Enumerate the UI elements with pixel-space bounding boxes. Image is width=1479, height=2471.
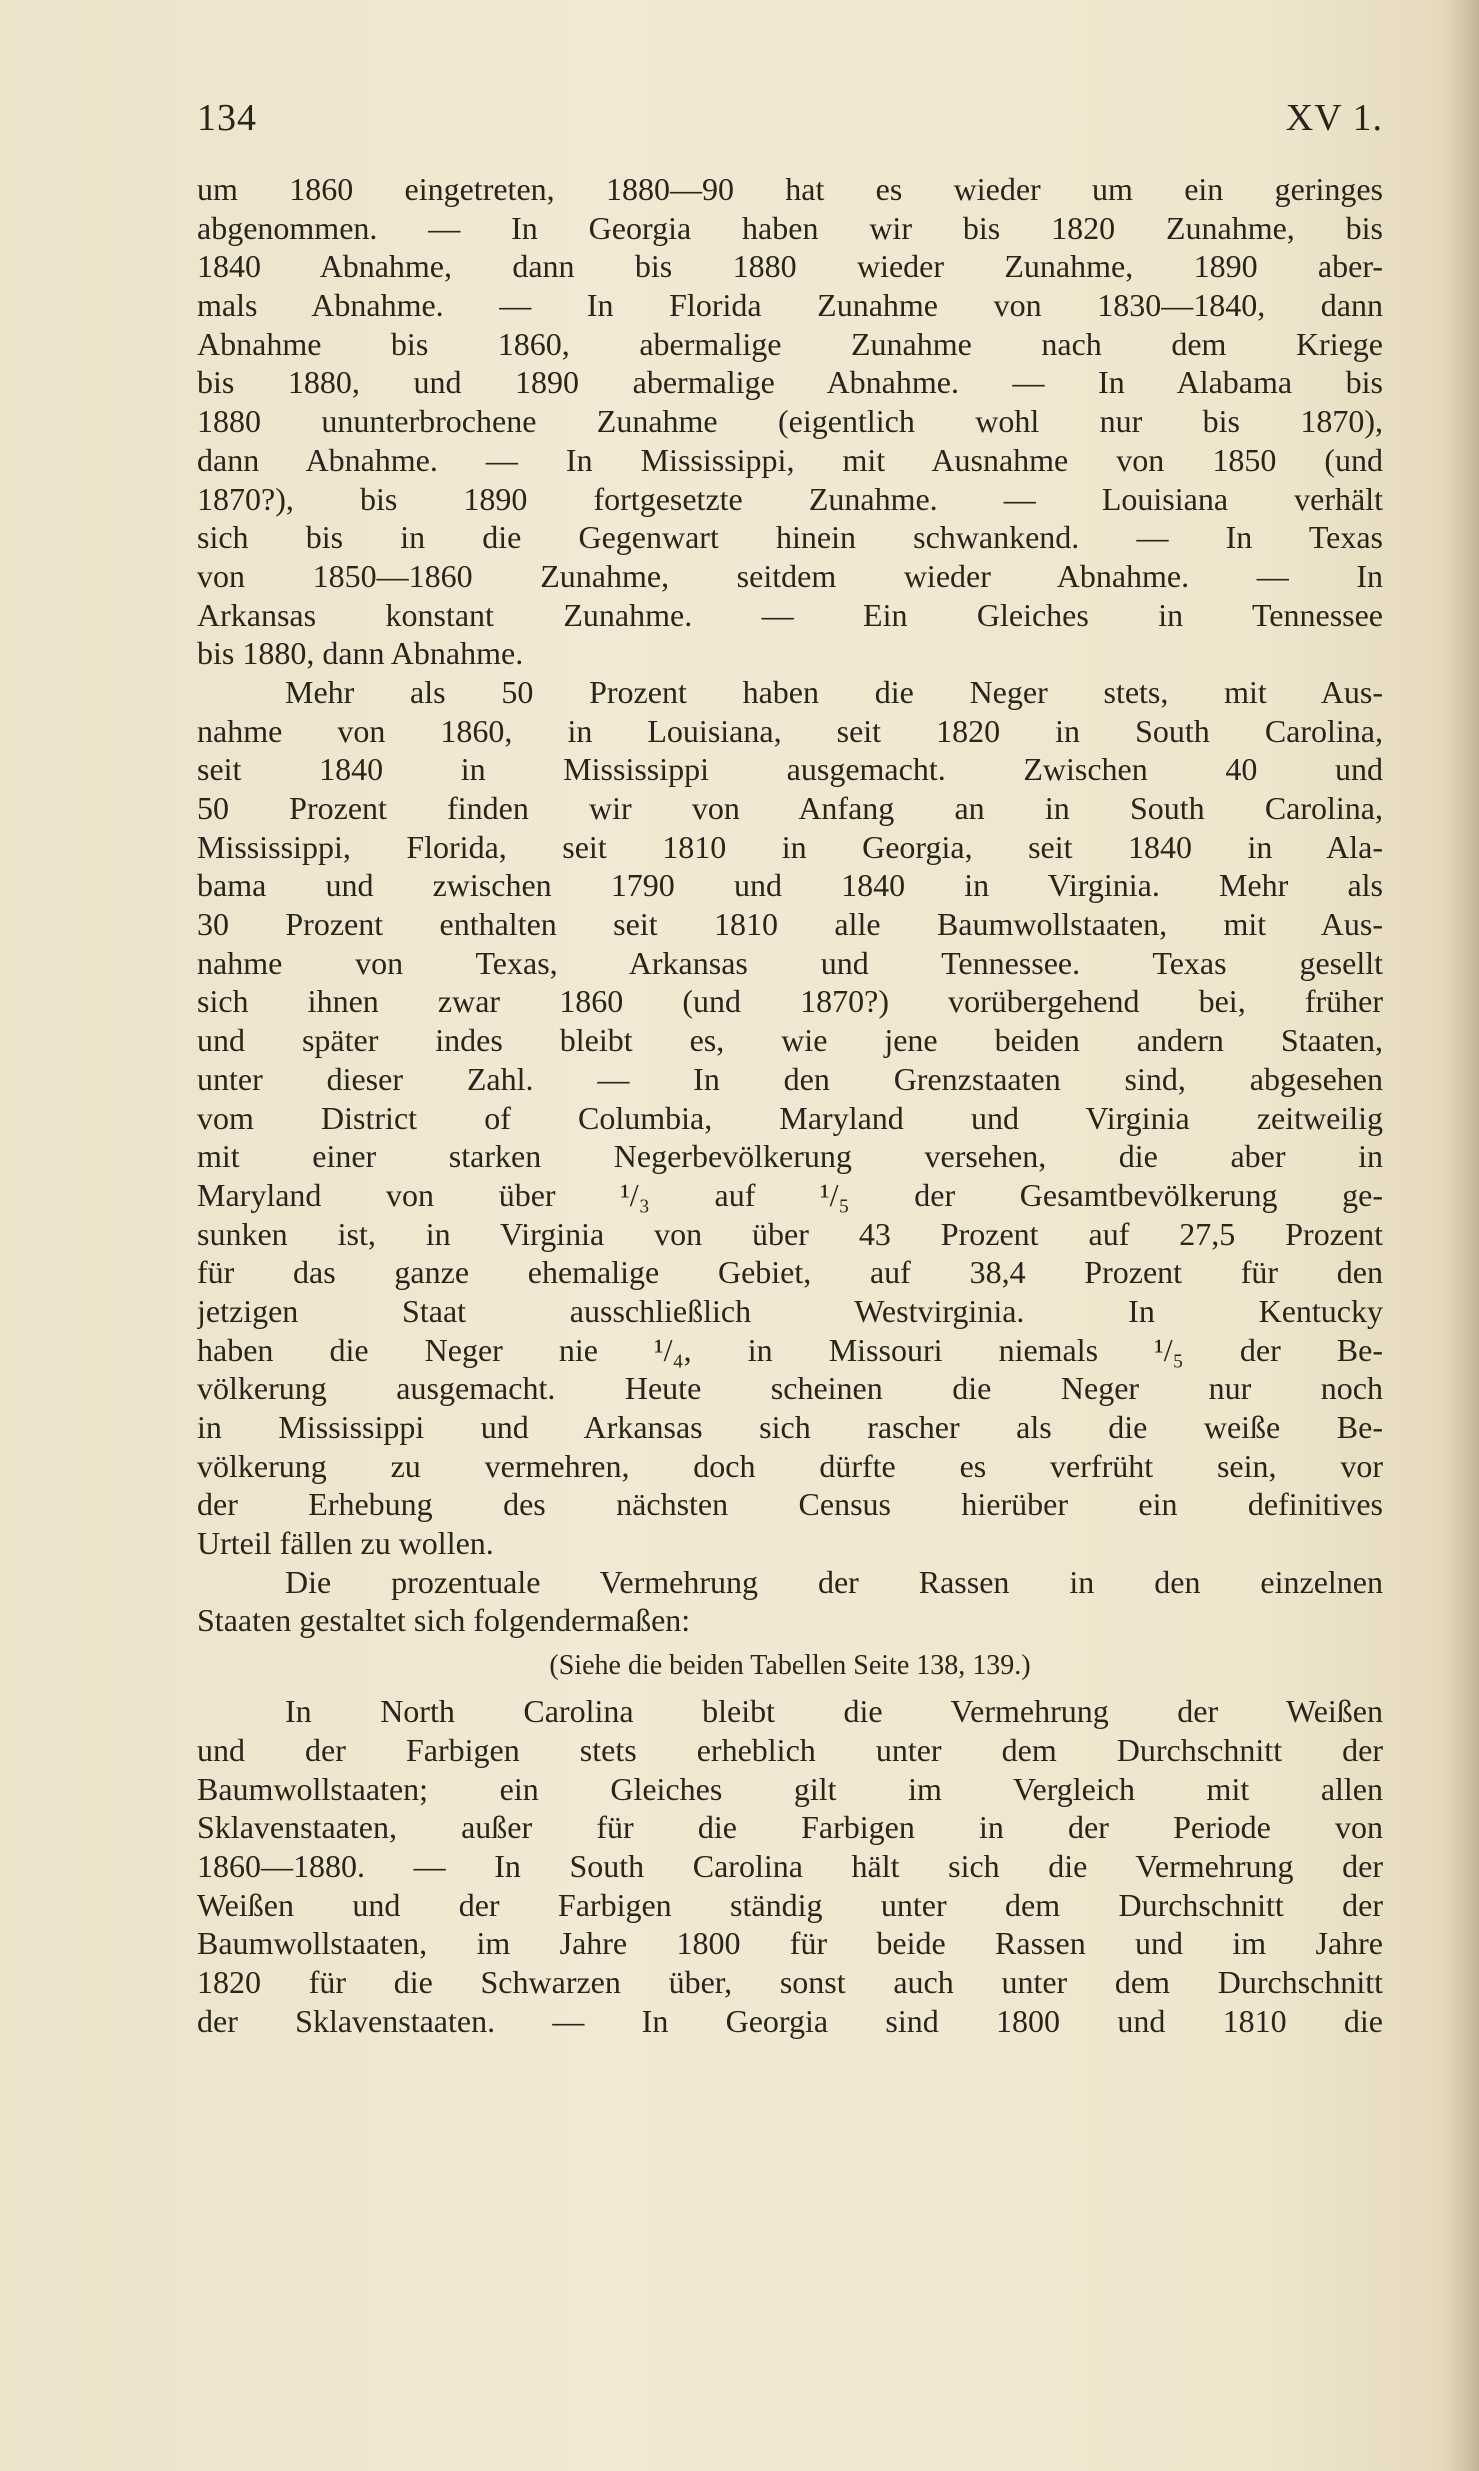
text-line: nahme von Texas, Arkansas und Tennessee. Texas gesellt xyxy=(197,944,1383,981)
text-line: In North Carolina bleibt die Vermehrung der Weißen xyxy=(285,1693,1383,1730)
text-line: Mehr als 50 Prozent haben die Neger stets, mit Aus- xyxy=(285,673,1383,710)
text-line: Weißen und der Farbigen ständig unter dem Durchschnitt der xyxy=(197,1886,1383,1923)
text-line: haben die Neger nie ¹/₄, in Missouri niemals ¹/₅ der Be- xyxy=(197,1331,1383,1368)
text-line: vom District of Columbia, Maryland und Virginia zeitweilig xyxy=(197,1099,1383,1136)
text-line: 1820 für die Schwarzen über, sonst auch unter dem Durchschnitt xyxy=(197,1963,1383,2000)
text-line: um 1860 eingetreten, 1880—90 hat es wieder um ein geringes xyxy=(197,171,1383,207)
text-line: bama und zwischen 1790 und 1840 in Virginia. Mehr als xyxy=(197,867,1383,904)
text-line: 30 Prozent enthalten seit 1810 alle Baumwollstaaten, mit Aus- xyxy=(197,906,1383,943)
text-line: und später indes bleibt es, wie jene beiden andern Staaten, xyxy=(197,1022,1383,1059)
text-line: bis 1880, dann Abnahme. xyxy=(197,635,524,672)
text-line: der Erhebung des nächsten Census hierüber ein definitives xyxy=(197,1486,1383,1523)
text-line: in Mississippi und Arkansas sich rascher als die weiße Be- xyxy=(197,1409,1383,1445)
text-line: Arkansas konstant Zunahme. — Ein Gleiches in Tennessee xyxy=(197,596,1383,633)
text-line: völkerung zu vermehren, doch dürfte es verfrüht sein, vor xyxy=(197,1447,1383,1484)
page-number: 134 xyxy=(197,97,257,139)
section-signature: XV 1. xyxy=(1285,97,1383,139)
text-line: Abnahme bis 1860, abermalige Zunahme nach dem Kriege xyxy=(197,325,1383,362)
text-line: Mississippi, Florida, seit 1810 in Georgia, seit 1840 in Ala- xyxy=(197,828,1383,865)
text-line: mit einer starken Negerbevölkerung versehen, die aber in xyxy=(197,1138,1383,1175)
text-line: sich bis in die Gegenwart hinein schwankend. — In Texas xyxy=(197,519,1383,556)
text-line: 1880 ununterbrochene Zunahme (eigentlich wohl nur bis 1870), xyxy=(197,403,1383,440)
text-line: sich ihnen zwar 1860 (und 1870?) vorübergehend bei, früher xyxy=(197,983,1383,1020)
text-line: und der Farbigen stets erheblich unter dem Durchschnitt der xyxy=(197,1731,1383,1768)
text-line: sunken ist, in Virginia von über 43 Prozent auf 27,5 Prozent xyxy=(197,1215,1383,1252)
text-line: 1860—1880. — In South Carolina hält sich die Vermehrung der xyxy=(197,1847,1383,1884)
text-line: 50 Prozent finden wir von Anfang an in South Carolina, xyxy=(197,790,1383,826)
text-line: nahme von 1860, in Louisiana, seit 1820 in South Carolina, xyxy=(197,712,1383,749)
text-line: bis 1880, und 1890 abermalige Abnahme. — In Alabama bis xyxy=(197,364,1383,401)
text-line: mals Abnahme. — In Florida Zunahme von 1830—1840, dann xyxy=(197,287,1383,324)
text-line: völkerung ausgemacht. Heute scheinen die Neger nur noch xyxy=(197,1370,1383,1407)
text-line: der Sklavenstaaten. — In Georgia sind 1800 und 1810 die xyxy=(197,2002,1383,2039)
text-line: unter dieser Zahl. — In den Grenzstaaten sind, abgesehen xyxy=(197,1060,1383,1097)
text-line: von 1850—1860 Zunahme, seitdem wieder Abnahme. — In xyxy=(197,557,1383,594)
text-line: abgenommen. — In Georgia haben wir bis 1820 Zunahme, bis xyxy=(197,209,1383,246)
page-edge xyxy=(1451,0,1479,2471)
text-line: Urteil fällen zu wollen. xyxy=(197,1525,494,1562)
text-line: Staaten gestaltet sich folgendermaßen: xyxy=(197,1602,691,1639)
running-header xyxy=(197,96,1383,146)
text-line: Maryland von über ¹/₃ auf ¹/₅ der Gesamtbevölkerung ge- xyxy=(197,1176,1383,1213)
text-line: 1870?), bis 1890 fortgesetzte Zunahme. — Louisiana verhält xyxy=(197,480,1383,517)
text-line: 1840 Abnahme, dann bis 1880 wieder Zunahme, 1890 aber- xyxy=(197,248,1383,285)
text-line: Sklavenstaaten, außer für die Farbigen in der Periode von xyxy=(197,1809,1383,1846)
body-text xyxy=(197,170,1383,2040)
text-line: seit 1840 in Mississippi ausgemacht. Zwischen 40 und xyxy=(197,751,1383,788)
text-line: Baumwollstaaten; ein Gleiches gilt im Vergleich mit allen xyxy=(197,1770,1383,1807)
text-line: Die prozentuale Vermehrung der Rassen in den einzelnen xyxy=(285,1563,1383,1600)
text-line: dann Abnahme. — In Mississippi, mit Ausnahme von 1850 (und xyxy=(197,441,1383,478)
text-line: für das ganze ehemalige Gebiet, auf 38,4 Prozent für den xyxy=(197,1254,1383,1291)
table-reference-note: (Siehe die beiden Tabellen Seite 138, 139.) xyxy=(549,1650,1031,1682)
text-line: Baumwollstaaten, im Jahre 1800 für beide Rassen und im Jahre xyxy=(197,1925,1383,1962)
text-line: jetzigen Staat ausschließlich Westvirginia. In Kentucky xyxy=(197,1292,1383,1329)
